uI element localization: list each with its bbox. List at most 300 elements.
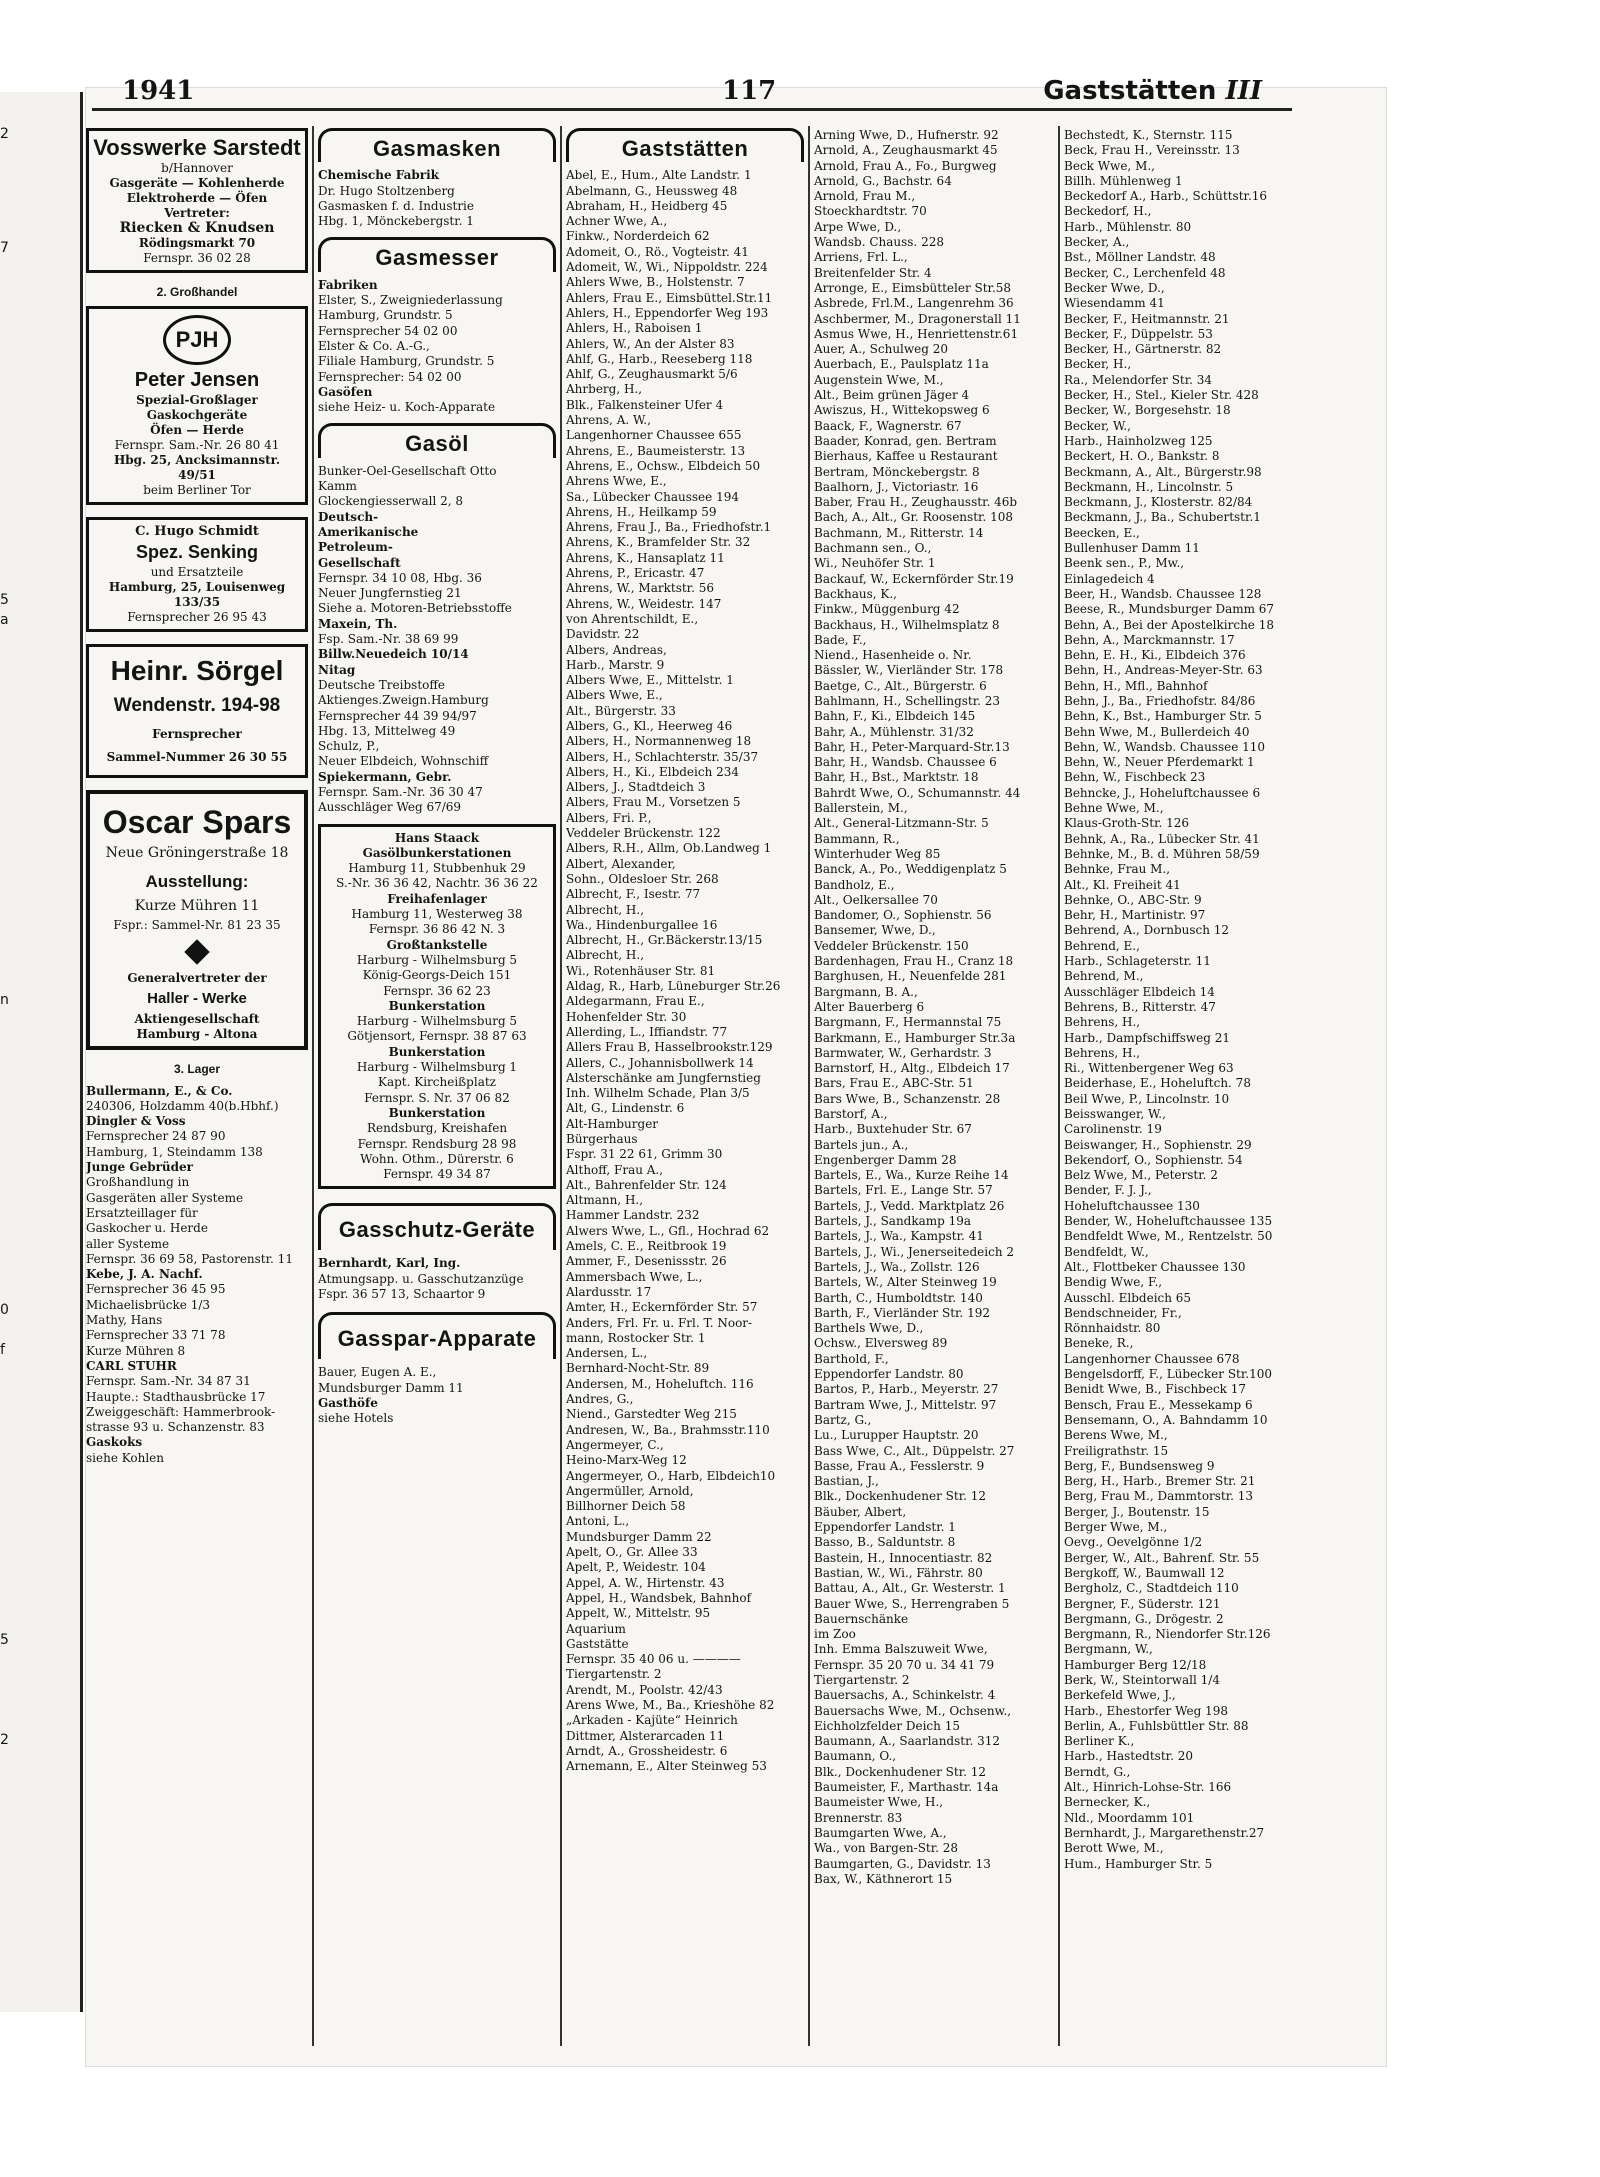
directory-entry: S.-Nr. 36 36 42, Nachtr. 36 36 22 — [336, 876, 538, 891]
directory-entry: Becker, W., Borgesehstr. 18 — [1064, 403, 1231, 418]
directory-entry: Bargmann, B. A., — [814, 984, 918, 999]
directory-entry: Belz Wwe, M., Peterstr. 2 — [1064, 1168, 1218, 1183]
ad-line: Wendenstr. 194-98 — [113, 695, 281, 717]
ad-hugo-schmidt — [86, 517, 308, 632]
entry-list — [318, 278, 556, 416]
directory-entry: Veddeler Brückenstr. 122 — [566, 826, 721, 841]
directory-entry: Sohn., Oldesloer Str. 268 — [566, 871, 719, 886]
directory-entry: Harb., Dampfschiffsweg 21 — [1064, 1030, 1231, 1045]
directory-entry: Gasmasken f. d. Industrie — [318, 198, 474, 213]
page-header — [92, 68, 1292, 111]
directory-entry: Zweiggeschäft: Hammerbrook- — [86, 1404, 276, 1419]
directory-entry: Ahrens, E., Ochsw., Elbdeich 50 — [566, 458, 761, 473]
directory-entry: Barnstorf, H., Altg., Elbdeich 17 — [814, 1061, 1010, 1076]
directory-entry: Engenberger Damm 28 — [814, 1152, 957, 1167]
directory-entry: Fernspr. 34 10 08, Hbg. 36 — [318, 570, 482, 585]
directory-entry: Banck, A., Po., Weddigenplatz 5 — [814, 862, 1007, 877]
directory-entry: Beckmann, H., Lincolnstr. 5 — [1064, 479, 1234, 494]
directory-entry: Ahlers, H., Eppendorfer Weg 193 — [566, 305, 769, 320]
directory-entry: Bender, F. J. J., — [1064, 1183, 1152, 1198]
directory-entry: Hbg. 1, Mönckebergstr. 1 — [318, 214, 474, 229]
directory-entry: Harburg - Wilhelmsburg 1 — [356, 1060, 518, 1075]
directory-entry: Becker, A., — [1064, 235, 1130, 250]
directory-entry: Inh. Emma Balszuweit Wwe, — [814, 1642, 988, 1657]
directory-entry: Harb., Hainholzweg 125 — [1064, 433, 1213, 448]
directory-entry: Berk, W., Steintorwall 1/4 — [1064, 1672, 1220, 1687]
directory-entry: Behn, W., Wandsb. Chaussee 110 — [1064, 739, 1266, 754]
directory-entry: Baumeister Wwe, H., — [814, 1795, 944, 1810]
directory-entry: Breitenfelder Str. 4 — [814, 265, 932, 280]
directory-entry: Behn Wwe, M., Bullerdeich 40 — [1064, 724, 1250, 739]
directory-entry: Albrecht, H., — [566, 948, 645, 963]
directory-entry: Neuer Elbdeich, Wohnschiff — [318, 754, 489, 769]
directory-entry: Bensch, Frau E., Messekamp 6 — [1064, 1397, 1253, 1412]
directory-entry: Bierhaus, Kaffee u Restaurant — [814, 449, 998, 464]
directory-entry: Becker, W., — [1064, 418, 1131, 433]
ad-line: Sammel-Nummer 26 30 55 — [106, 750, 288, 765]
directory-entry: Ahrens, P., Ericastr. 47 — [566, 566, 705, 581]
directory-entry: Hamburg 11, Stubbenhuk 29 — [348, 861, 526, 876]
directory-entry: Behrens, H., — [1064, 1045, 1141, 1060]
entry-list — [318, 464, 556, 816]
directory-entry: Arndt, A., Grossheidestr. 6 — [566, 1743, 728, 1758]
directory-entry: Berliner K., — [1064, 1734, 1135, 1749]
ad-line: Fernspr. 36 02 28 — [143, 251, 251, 265]
directory-entry: Allers, C., Johannisbollwerk 14 — [566, 1055, 754, 1070]
directory-entry: Hamburger Berg 12/18 — [1064, 1657, 1207, 1672]
directory-entry: Heino-Marx-Weg 12 — [566, 1453, 687, 1468]
directory-entry: Barth, F., Vierländer Str. 192 — [814, 1305, 990, 1320]
directory-entry: Ahrens, K., Bramfelder Str. 32 — [566, 535, 751, 550]
directory-entry: Bartram Wwe, J., Mittelstr. 97 — [814, 1397, 997, 1412]
directory-entry: Kapt. Kircheißplatz — [377, 1075, 496, 1090]
directory-entry: Maxein, Th. — [318, 616, 398, 631]
directory-entry: Eppendorfer Landstr. 80 — [814, 1367, 964, 1382]
directory-entry: Ausschläger Elbdeich 14 — [1064, 984, 1215, 999]
directory-entry: Billh. Mühlenweg 1 — [1064, 173, 1183, 188]
directory-entry: Blk., Dockenhudener Str. 12 — [814, 1764, 987, 1779]
directory-entry: Baader, Konrad, gen. Bertram — [814, 433, 997, 448]
directory-entry: Apelt, O., Gr. Allee 33 — [566, 1545, 698, 1560]
directory-entry: Bartels, J., Sandkamp 19a — [814, 1214, 972, 1229]
ad-line: Öfen — Herde — [150, 423, 244, 438]
directory-entry: Berlin, A., Fuhlsbüttler Str. 88 — [1064, 1718, 1249, 1733]
directory-entry: Bernhard-Nocht-Str. 89 — [566, 1361, 710, 1376]
directory-entry: Rönnhaidstr. 80 — [1064, 1321, 1161, 1336]
directory-entry: Hohenfelder Str. 30 — [566, 1009, 687, 1024]
column-divider — [560, 126, 562, 2046]
directory-entry: Hamburg 11, Westerweg 38 — [351, 907, 523, 922]
directory-entry: Fernspr. 36 86 42 N. 3 — [368, 922, 506, 937]
directory-entry: Bastian, J., — [814, 1474, 879, 1489]
directory-entry: Billhorner Deich 58 — [566, 1499, 686, 1514]
edge-char: 5 — [0, 592, 9, 608]
directory-entry: Nld., Moordamm 101 — [1064, 1810, 1195, 1825]
edge-char: n — [0, 992, 9, 1008]
directory-entry: Becker, F., Düppelstr. 53 — [1064, 326, 1213, 341]
directory-entry: Bäuber, Albert, — [814, 1504, 907, 1519]
directory-entry: Dittmer, Alsterarcaden 11 — [566, 1728, 725, 1743]
directory-entry: Ri., Wittenbergener Weg 63 — [1064, 1061, 1234, 1076]
directory-entry: Barmwater, W., Gerhardstr. 3 — [814, 1045, 992, 1060]
directory-entry: Blk., Dockenhudener Str. 12 — [814, 1489, 987, 1504]
directory-entry: Gasölbunkerstationen — [362, 845, 512, 860]
directory-entry: Gasgeräten aller Systeme — [86, 1190, 244, 1205]
directory-entry: Behn, E. H., Ki., Elbdeich 376 — [1064, 648, 1246, 663]
directory-entry: Behncke, J., Hoheluftchaussee 6 — [1064, 785, 1261, 800]
directory-entry: Wandsb. Chauss. 228 — [814, 235, 944, 250]
directory-entry: Alt, G., Lindenstr. 6 — [566, 1101, 685, 1116]
entry-list — [86, 1084, 308, 1466]
ad-line: Gaskochgeräte — [146, 408, 248, 423]
directory-entry: Schulz, P., — [318, 739, 380, 754]
directory-entry: Abraham, H., Heidberg 45 — [566, 198, 728, 213]
directory-entry: Albers, Andreas, — [566, 642, 667, 657]
directory-entry: Auer, A., Schulweg 20 — [814, 342, 949, 357]
directory-entry: Beckmann, J., Ba., Schubertstr.1 — [1064, 510, 1261, 525]
directory-entry: Albert, Alexander, — [566, 856, 676, 871]
directory-entry: Behrend, M., — [1064, 969, 1144, 984]
edge-char: 0 — [0, 1302, 9, 1318]
directory-entry: Ahlf, G., Zeughausmarkt 5/6 — [566, 367, 738, 382]
directory-entry: Blk., Falkensteiner Ufer 4 — [566, 397, 724, 412]
directory-entry: Beiderhase, E., Hoheluftch. 78 — [1064, 1076, 1251, 1091]
directory-entry: Eichholzfelder Deich 15 — [814, 1718, 960, 1733]
directory-entry: Behrend, A., Dornbusch 12 — [1064, 923, 1230, 938]
directory-entry: Bartels, W., Alter Steinweg 19 — [814, 1275, 997, 1290]
directory-entry: Bade, F., — [814, 632, 867, 647]
directory-entry: Albers, H., Normannenweg 18 — [566, 734, 752, 749]
page-number: 117 — [722, 76, 777, 106]
directory-entry: Billw.Neuedeich 10/14 — [318, 647, 469, 662]
directory-entry: Bahr, H., Wandsb. Chaussee 6 — [814, 755, 997, 770]
directory-entry: Ammersbach Wwe, L., — [566, 1269, 703, 1284]
directory-entry: Hammer Landstr. 232 — [566, 1208, 700, 1223]
directory-entry: Alwers Wwe, L., Gfl., Hochrad 62 — [566, 1223, 770, 1238]
directory-entry: Bansemer, Wwe, D., — [814, 923, 936, 938]
directory-entry: Becker, H., Gärtnerstr. 82 — [1064, 342, 1222, 357]
directory-entry: Beckert, H. O., Bankstr. 8 — [1064, 449, 1220, 464]
directory-entry: Freiligrathstr. 15 — [1064, 1443, 1169, 1458]
directory-entry: Oevg., Oevelgönne 1/2 — [1064, 1535, 1203, 1550]
directory-entry: Baumann, O., — [814, 1749, 897, 1764]
edge-char: 7 — [0, 240, 9, 256]
directory-entry: Veddeler Brückenstr. 150 — [814, 938, 969, 953]
directory-entry: Berger Wwe, M., — [1064, 1520, 1168, 1535]
directory-entry: Harburg - Wilhelmsburg 5 — [356, 1014, 518, 1029]
directory-entry: Kurze Mühren 8 — [86, 1343, 186, 1358]
entry-list — [318, 1256, 556, 1302]
directory-entry: Bachmann sen., O., — [814, 541, 932, 556]
directory-entry: Bergmann, G., Drögestr. 2 — [1064, 1611, 1224, 1626]
directory-entry: Arnold, G., Bachstr. 64 — [814, 173, 952, 188]
directory-entry: Elster & Co. A.-G., — [318, 338, 430, 353]
ad-hans-staack — [318, 824, 556, 1190]
directory-entry: Becker, C., Lerchenfeld 48 — [1064, 265, 1226, 280]
directory-entry: Ammer, F., Desenissstr. 26 — [566, 1254, 727, 1269]
directory-entry: Bst., Möllner Landstr. 48 — [1064, 250, 1216, 265]
directory-entry: Mathy, Hans — [86, 1313, 163, 1328]
directory-entry: siehe Heiz- u. Koch-Apparate — [318, 400, 496, 415]
directory-entry: Fernsprecher 24 87 90 — [86, 1129, 226, 1144]
directory-entry: Hans Staack — [394, 830, 480, 845]
directory-entry: Ra., Melendorfer Str. 34 — [1064, 372, 1213, 387]
directory-entry: Behn, W., Neuer Pferdemarkt 1 — [1064, 755, 1255, 770]
directory-entry: Bendfeldt Wwe, M., Rentzelstr. 50 — [1064, 1229, 1273, 1244]
directory-entry: Fernspr. 35 20 70 u. 34 41 79 — [814, 1657, 995, 1672]
directory-entry: Berger, J., Boutenstr. 15 — [1064, 1504, 1210, 1519]
directory-entry: Baumeister, F., Marthastr. 14a — [814, 1780, 999, 1795]
directory-entry: Tiergartenstr. 2 — [814, 1672, 910, 1687]
directory-entry: Glockengiesserwall 2, 8 — [318, 494, 464, 509]
directory-entry: Harb., Buxtehuder Str. 67 — [814, 1122, 972, 1137]
directory-entry: Berott Wwe, M., — [1064, 1841, 1164, 1856]
directory-entry: Beck Wwe, M., — [1064, 158, 1155, 173]
directory-entry: Dr. Hugo Stoltzenberg — [318, 183, 455, 198]
directory-entry: Augenstein Wwe, M., — [814, 372, 944, 387]
directory-entry: Albrecht, F., Isestr. 77 — [566, 887, 701, 902]
ad-line: und Ersatzteile — [150, 565, 244, 580]
ad-line: Kurze Mühren 11 — [134, 898, 260, 915]
directory-entry: Baumgarten Wwe, A., — [814, 1825, 947, 1840]
ad-line: Vertreter: — [164, 206, 230, 220]
directory-entry: Ahrberg, H., — [566, 382, 643, 397]
directory-entry: Behrens, B., Ritterstr. 47 — [1064, 999, 1216, 1014]
edge-char: a — [0, 612, 9, 628]
directory-entry: Ahrens, W., Weidestr. 147 — [566, 596, 722, 611]
directory-entry: Bernecker, K., — [1064, 1795, 1151, 1810]
directory-entry: Harb., Schlageterstr. 11 — [1064, 954, 1211, 969]
column-divider — [1058, 126, 1060, 2046]
directory-entry: Arriens, Frl. L., — [814, 250, 908, 265]
directory-entry: Ausschläger Weg 67/69 — [318, 800, 462, 815]
directory-entry: Gasthöfe — [318, 1395, 378, 1410]
directory-entry: Bahr, H., Bst., Marktstr. 18 — [814, 770, 979, 785]
directory-entry: Nitag — [318, 662, 356, 677]
directory-entry: Behn, H., Andreas-Meyer-Str. 63 — [1064, 663, 1263, 678]
directory-entry: Bechstedt, K., Sternstr. 115 — [1064, 128, 1233, 142]
directory-entry: Alt., Hinrich-Lohse-Str. 166 — [1064, 1780, 1232, 1795]
directory-entry: Bartz, G., — [814, 1412, 872, 1427]
directory-entry: Bahrdt Wwe, O., Schumannstr. 44 — [814, 785, 1021, 800]
directory-entry: Beisswanger, W., — [1064, 1107, 1166, 1121]
directory-entry: Basso, B., Salduntstr. 8 — [814, 1535, 956, 1550]
directory-entry: Albrecht, H., — [566, 902, 645, 917]
directory-entry: Klaus-Groth-Str. 126 — [1064, 816, 1190, 831]
directory-entry: Anders, Frl. Fr. u. Frl. T. Noor- — [566, 1315, 753, 1330]
directory-entry: Berndt, G., — [1064, 1764, 1131, 1779]
directory-entry: Aldag, R., Harb, Lüneburger Str.26 — [566, 979, 781, 994]
column-4 — [814, 128, 1052, 1887]
directory-entry: Beer, H., Wandsb. Chaussee 128 — [1064, 586, 1262, 601]
directory-entry: Antoni, L., — [566, 1514, 630, 1529]
ad-vosswerke — [86, 128, 308, 273]
directory-entry: Angermeyer, O., Harb, Elbdeich10 — [566, 1468, 776, 1483]
directory-entry: Arpe Wwe, D., — [814, 219, 902, 234]
directory-entry: Gaskocher u. Herde — [86, 1221, 208, 1236]
directory-entry: Becker Wwe, D., — [1064, 280, 1165, 295]
directory-entry: von Ahrentschildt, E., — [566, 611, 699, 626]
year: 1941 — [122, 76, 195, 106]
directory-entry: Hum., Hamburger Str. 5 — [1064, 1856, 1213, 1871]
directory-entry: Bartels, J., Wa., Zollstr. 126 — [814, 1259, 980, 1274]
directory-entry: Bahr, A., Mühlenstr. 31/32 — [814, 724, 974, 739]
directory-entry: Bernhardt, J., Margarethenstr.27 — [1064, 1825, 1265, 1840]
directory-entry: Finkw., Norderdeich 62 — [566, 229, 710, 244]
directory-entry: Beckmann, A., Alt., Bürgerstr.98 — [1064, 464, 1262, 479]
column-3 — [566, 128, 804, 1774]
directory-entry: Ahlers, W., An der Alster 83 — [566, 336, 735, 351]
directory-entry: Asbrede, Frl.M., Langenrehm 36 — [814, 296, 1014, 311]
directory-entry: Alter Bauerberg 6 — [814, 999, 925, 1014]
directory-entry: Bauernschänke — [814, 1611, 909, 1626]
directory-entry: Battau, A., Alt., Gr. Westerstr. 1 — [814, 1581, 1006, 1596]
directory-entry: Inh. Wilhelm Schade, Plan 3/5 — [566, 1086, 750, 1101]
directory-entry: Chemische Fabrik — [318, 168, 439, 183]
directory-entry: Berg, Frau M., Dammtorstr. 13 — [1064, 1489, 1254, 1504]
directory-entry: Backauf, W., Eckernförder Str.19 — [814, 571, 1014, 586]
ad-line: Gasgeräte — Kohlenherde — [109, 176, 285, 190]
directory-entry: Berg, H., Harb., Bremer Str. 21 — [1064, 1474, 1256, 1489]
directory-entry: Langenhorner Chaussee 655 — [566, 428, 742, 443]
directory-entry: Albrecht, H., Gr.Bäckerstr.13/15 — [566, 933, 763, 948]
directory-entry: Fernspr. 49 34 87 — [383, 1167, 491, 1182]
directory-entry: Berg, F., Bundsensweg 9 — [1064, 1458, 1215, 1473]
directory-entry: „Arkaden - Kajüte“ Heinrich — [566, 1713, 738, 1728]
directory-entry: Mundsburger Damm 22 — [566, 1529, 712, 1544]
directory-entry: Arnemann, E., Alter Steinweg 53 — [566, 1759, 767, 1774]
directory-entry: Andresen, W., Ba., Brahmsstr.110 — [566, 1422, 770, 1437]
directory-entry: Bauer Wwe, S., Herrengraben 5 — [814, 1596, 1010, 1611]
column-divider — [312, 126, 314, 2046]
directory-entry: Hamburg, 1, Steindamm 138 — [86, 1144, 263, 1159]
directory-entry: Barthels Wwe, D., — [814, 1321, 924, 1336]
directory-entry: Beneke, R., — [1064, 1336, 1134, 1351]
directory-entry: Bartels, E., Wa., Kurze Reihe 14 — [814, 1168, 1009, 1183]
directory-entry: Ahrens Wwe, E., — [566, 474, 667, 489]
directory-entry: Bergholz, C., Stadtdeich 110 — [1064, 1581, 1239, 1596]
directory-entry: Alt., Oelkersallee 70 — [814, 892, 938, 907]
edge-char: f — [0, 1342, 5, 1358]
directory-entry: Amter, H., Eckernförder Str. 57 — [566, 1300, 758, 1315]
diamond-ornament-icon — [184, 940, 209, 965]
directory-entry: Bax, W., Käthnerort 15 — [814, 1871, 953, 1886]
directory-entry: Filiale Hamburg, Grundstr. 5 — [318, 354, 495, 369]
directory-entry: Deutsch- — [318, 509, 379, 524]
directory-entry: Bunkerstation — [388, 998, 486, 1013]
directory-entry: Fernspr. S. Nr. 37 06 82 — [364, 1090, 510, 1105]
directory-entry: Bass Wwe, C., Alt., Düppelstr. 27 — [814, 1443, 1015, 1458]
adjacent-page-edge — [0, 92, 83, 2012]
directory-entry: Brennerstr. 83 — [814, 1810, 903, 1825]
directory-entry: Behr, H., Martinistr. 97 — [1064, 908, 1206, 923]
directory-entry: Bandomer, O., Sophienstr. 56 — [814, 908, 992, 923]
directory-entry: Bargmann, F., Hermannstal 75 — [814, 1015, 1002, 1030]
directory-entry: Fernspr. 35 40 06 u. ———— — [566, 1652, 741, 1667]
directory-entry: Apelt, P., Weidestr. 104 — [566, 1560, 706, 1575]
directory-entry: Bullermann, E., & Co. — [86, 1083, 233, 1098]
directory-entry: Alt., Bahrenfelder Str. 124 — [566, 1177, 727, 1192]
directory-entry: Behnk, A., Ra., Lübecker Str. 41 — [1064, 831, 1260, 846]
ad-line: Rödingsmarkt 70 — [138, 236, 256, 250]
directory-entry: Barthold, F., — [814, 1351, 889, 1366]
directory-entry: Gaskoks — [86, 1435, 143, 1450]
directory-entry: Beiswanger, H., Sophienstr. 29 — [1064, 1137, 1252, 1152]
directory-entry: Altmann, H., — [566, 1193, 644, 1208]
directory-entry: Behnke, O., ABC-Str. 9 — [1064, 892, 1202, 907]
directory-entry: Bergmann, R., Niendorfer Str.126 — [1064, 1627, 1271, 1642]
directory-entry: im Zoo — [814, 1627, 856, 1642]
column-1 — [86, 128, 308, 1466]
directory-entry: Fernsprecher 36 45 95 — [86, 1282, 226, 1297]
directory-entry: Andres, G., — [566, 1392, 634, 1407]
directory-entry: Auerbach, E., Paulsplatz 11a — [814, 357, 989, 372]
ad-line: Hbg. 25, Ancksimannstr. 49/51 — [113, 453, 281, 483]
directory-entry: Arens Wwe, M., Ba., Krieshöhe 82 — [566, 1697, 775, 1712]
directory-entry: Beenk sen., P., Mw., — [1064, 556, 1185, 571]
directory-entry: Beese, R., Mundsburger Damm 67 — [1064, 602, 1275, 617]
directory-entry: Ahrens, H., Heilkamp 59 — [566, 504, 717, 519]
directory-entry: Backhaus, K., — [814, 586, 897, 601]
directory-entry: Carolinenstr. 19 — [1064, 1122, 1162, 1137]
directory-entry: Arronge, E., Eimsbütteler Str.58 — [814, 280, 1012, 295]
ad-line: Spez. Senking — [135, 542, 259, 563]
ad-line: C. Hugo Schmidt — [135, 524, 259, 540]
directory-entry: Fspr. 36 57 13, Schaartor 9 — [318, 1287, 486, 1301]
ad-line: Hamburg - Altona — [136, 1027, 258, 1042]
directory-entry: Davidstr. 22 — [566, 627, 640, 642]
directory-entry: Albers, J., Stadtdeich 3 — [566, 780, 706, 795]
directory-entry: Albers, Fri. P., — [566, 810, 652, 825]
directory-entry: Harb., Ehestorfer Weg 198 — [1064, 1703, 1228, 1718]
directory-entry: Backhaus, H., Wilhelmsplatz 8 — [814, 617, 1000, 632]
directory-entry: Ahrens, W., Marktstr. 56 — [566, 581, 714, 596]
directory-entry: Hamburg, Grundstr. 5 — [318, 308, 453, 323]
ad-line: Fernspr. Sam.-Nr. 26 80 41 — [114, 438, 280, 453]
directory-entry: Appel, A. W., Hirtenstr. 43 — [566, 1575, 725, 1590]
directory-entry: Bardenhagen, Frau H., Cranz 18 — [814, 954, 1014, 969]
category-heading: Gasmesser — [318, 237, 556, 271]
directory-entry: Wi., Neuhöfer Str. 1 — [814, 556, 936, 571]
ad-line: b/Hannover — [161, 161, 233, 175]
directory-entry: Ahlf, G., Harb., Reeseberg 118 — [566, 351, 753, 366]
category-heading: Gaststätten — [566, 128, 804, 162]
entry-list — [566, 168, 804, 1774]
directory-entry: Alt., Bürgerstr. 33 — [566, 703, 676, 718]
directory-entry: Behrend, E., — [1064, 938, 1140, 953]
directory-entry: Bachmann, M., Ritterstr. 14 — [814, 525, 984, 540]
directory-entry: Bach, A., Alt., Gr. Roosenstr. 108 — [814, 510, 1013, 525]
directory-entry: Fernspr. Sam.-Nr. 34 87 31 — [86, 1374, 251, 1389]
category-heading: Gasspar-Apparate — [318, 1312, 556, 1359]
directory-entry: Bergkoff, W., Baumwall 12 — [1064, 1565, 1225, 1580]
directory-entry: Freihafenlager — [387, 891, 487, 906]
ad-line: Spezial-Großlager — [136, 393, 258, 408]
directory-entry: siehe Kohlen — [86, 1450, 165, 1465]
directory-entry: Atmungsapp. u. Gasschutzanzüge — [318, 1271, 524, 1286]
directory-entry: Aktienges.Zweign.Hamburg — [318, 693, 489, 708]
directory-entry: 240306, Holzdamm 40(b.Hbhf.) — [86, 1098, 279, 1113]
directory-entry: CARL STUHR — [86, 1358, 177, 1373]
category-heading: Gasöl — [318, 423, 556, 457]
directory-entry: Fabriken — [318, 277, 378, 292]
directory-entry: Barstorf, A., — [814, 1107, 888, 1121]
directory-entry: Fsp. Sam.-Nr. 38 69 99 — [318, 632, 459, 647]
directory-entry: Harb., Mühlenstr. 80 — [1064, 219, 1192, 234]
column-5 — [1064, 128, 1296, 1872]
directory-entry: Bauersachs Wwe, M., Ochsenw., — [814, 1703, 1012, 1718]
directory-entry: Arnold, A., Zeughausmarkt 45 — [814, 143, 998, 158]
